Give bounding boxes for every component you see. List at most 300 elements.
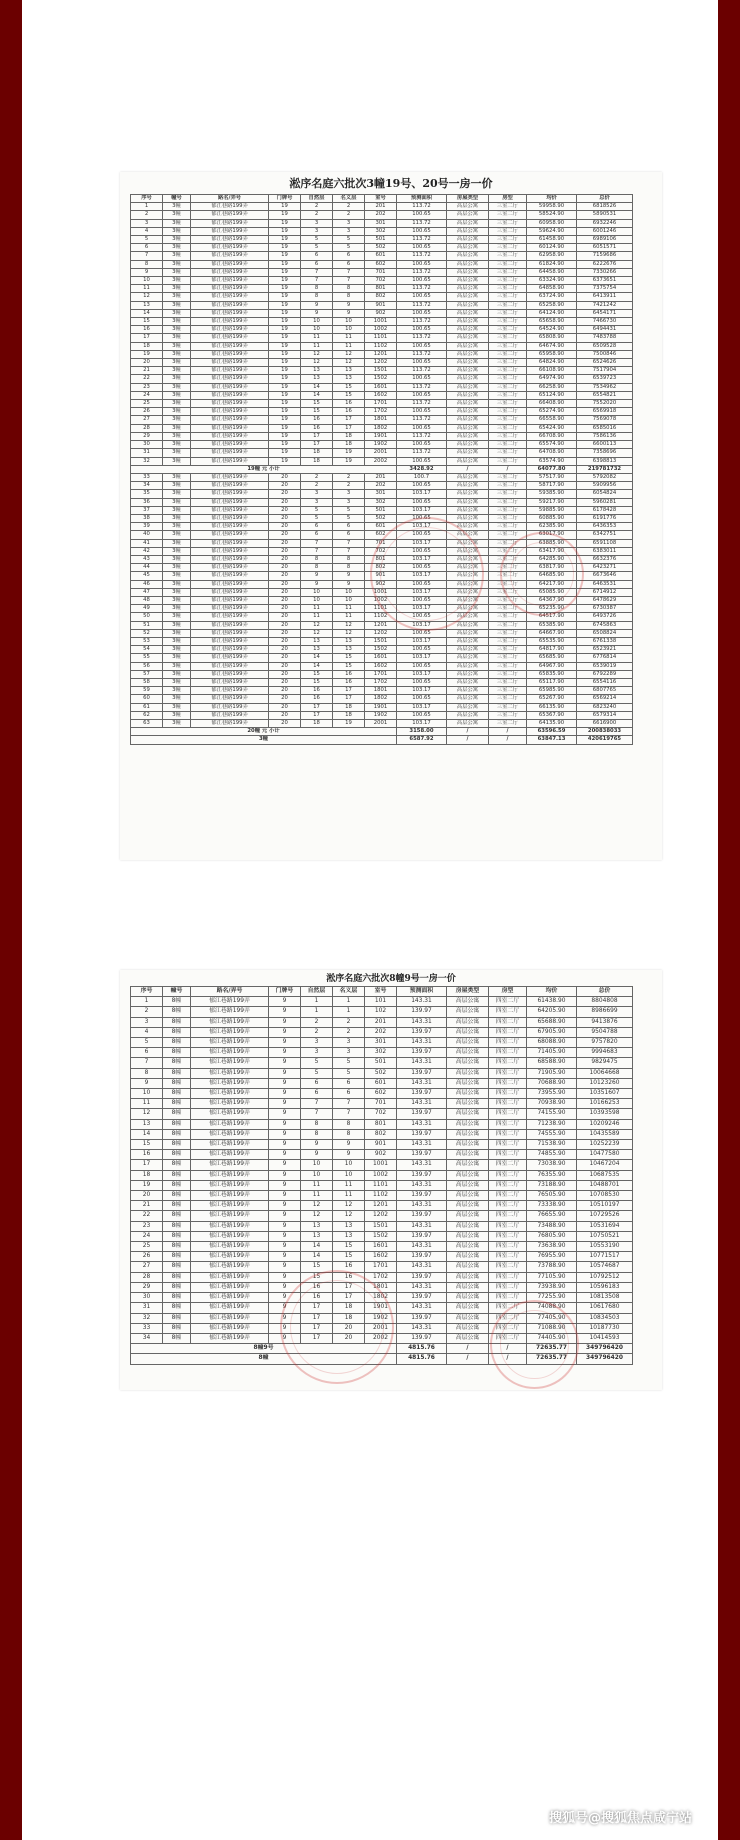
table-row (131, 473, 633, 481)
table-cell: 103.17 (397, 637, 447, 645)
table-cell: 9 (333, 572, 365, 580)
table-cell: 64524.90 (527, 326, 577, 334)
table-cell: 1 (301, 1007, 333, 1017)
table-cell: 高层公寓 (447, 1221, 489, 1231)
table-cell: 19 (131, 1180, 163, 1190)
table-cell: 1602 (365, 391, 397, 399)
table-cell: 高层公寓 (447, 244, 489, 252)
table-cell: 100.65 (397, 408, 447, 416)
table-cell: 四室二厅 (489, 1170, 527, 1180)
table-cell: 13 (131, 1119, 163, 1129)
table-cell: 113.72 (397, 219, 447, 227)
table-cell: 11 (333, 342, 365, 350)
table-cell: 6 (333, 1089, 365, 1099)
table-cell: 139.97 (397, 1129, 447, 1139)
table-cell: 9 (269, 1242, 301, 1252)
table-row (131, 391, 633, 399)
table-cell: 18 (333, 1303, 365, 1313)
table-cell: 郁江巷路199弄 (191, 244, 269, 252)
table-cell: 58524.90 (527, 211, 577, 219)
table-row (131, 1242, 633, 1252)
table-cell: 郁江巷路199弄 (191, 473, 269, 481)
table-cell: 3幢 (163, 514, 191, 522)
table-row (131, 260, 633, 268)
table-cell: 100.65 (397, 678, 447, 686)
table-cell: 2 (333, 482, 365, 490)
table-cell: 三室二厅 (489, 424, 527, 432)
table-cell: 201 (365, 473, 397, 481)
table-cell: 三室二厅 (489, 720, 527, 728)
table-cell: 19 (269, 268, 301, 276)
table-cell: 139.97 (397, 1231, 447, 1241)
summary-label: 20幢 元 小计 (131, 728, 397, 736)
table-cell: 65235.90 (527, 605, 577, 613)
table-cell: 6 (301, 1078, 333, 1088)
table-cell: 3幢 (163, 588, 191, 596)
table-cell: 3幢 (163, 506, 191, 514)
table-cell: 6730387 (577, 605, 633, 613)
table-row (131, 1303, 633, 1313)
table-cell: 郁江巷路199弄 (191, 416, 269, 424)
table-cell: 14 (301, 654, 333, 662)
table-cell: 1 (333, 1007, 365, 1017)
column-header: 自然层 (301, 195, 333, 203)
table-cell: 高层公寓 (447, 236, 489, 244)
table-cell: 17 (301, 441, 333, 449)
table-cell: 6 (333, 531, 365, 539)
table-cell: 高层公寓 (447, 531, 489, 539)
table-cell: 52 (131, 629, 163, 637)
table-cell: 10 (333, 596, 365, 604)
table-cell: 郁江巷路199弄 (191, 457, 269, 465)
table-cell: 103.17 (397, 703, 447, 711)
table-cell: 高层公寓 (447, 596, 489, 604)
table-cell: 1002 (365, 326, 397, 334)
table-cell: 高层公寓 (447, 1211, 489, 1221)
table-cell: 三室二厅 (489, 260, 527, 268)
table-cell: 3幢 (163, 334, 191, 342)
summary-area: 3158.00 (397, 728, 447, 736)
table-cell: 高层公寓 (447, 1272, 489, 1282)
table-cell: 三室二厅 (489, 670, 527, 678)
table-cell: 143.31 (397, 1099, 447, 1109)
table-row (131, 621, 633, 629)
table-cell: 20 (269, 564, 301, 572)
table-cell: 65117.90 (527, 678, 577, 686)
table-cell: 郁江巷路199弄 (191, 252, 269, 260)
table-cell: 65574.90 (527, 441, 577, 449)
table-cell: 18 (333, 1313, 365, 1323)
table-cell: 19 (269, 219, 301, 227)
table-cell: 6463531 (577, 580, 633, 588)
table-cell: 10 (301, 596, 333, 604)
table-cell: 64285.90 (527, 555, 577, 563)
table-cell: 8幢 (163, 1303, 191, 1313)
table-cell: 65385.90 (527, 621, 577, 629)
table-cell: 502 (365, 514, 397, 522)
table-cell: 46 (131, 580, 163, 588)
table-cell: 高层公寓 (447, 309, 489, 317)
table-cell: 15 (333, 391, 365, 399)
summary-row (131, 728, 633, 736)
table-cell: 8幢 (163, 1129, 191, 1139)
table-cell: 5960281 (577, 498, 633, 506)
table-cell: 9 (269, 1129, 301, 1139)
table-cell: 郁江巷路199弄 (191, 613, 269, 621)
table-row (131, 596, 633, 604)
table-cell: 76355.90 (527, 1170, 577, 1180)
table-cell: 100.65 (397, 309, 447, 317)
table-cell: 20 (333, 1323, 365, 1333)
table-cell: 19 (269, 203, 301, 211)
table-cell: 101 (365, 997, 397, 1007)
table-row (131, 629, 633, 637)
table-cell: 59 (131, 687, 163, 695)
table-cell: 三室二厅 (489, 547, 527, 555)
table-cell: 10488701 (577, 1180, 633, 1190)
table-cell: 45 (131, 572, 163, 580)
table-cell: 17 (333, 416, 365, 424)
table-cell: 143.31 (397, 1262, 447, 1272)
table-cell: 43 (131, 555, 163, 563)
table-cell: 64367.90 (527, 596, 577, 604)
table-cell: 902 (365, 309, 397, 317)
table-cell: 13 (333, 646, 365, 654)
table-cell: 郁江巷路199弄 (191, 268, 269, 276)
table-row (131, 703, 633, 711)
table-cell: 201 (365, 203, 397, 211)
table-cell: 郁江巷路199弄 (191, 1129, 269, 1139)
table-cell: 12 (301, 621, 333, 629)
table-cell: 18 (333, 441, 365, 449)
table-cell: 18 (131, 342, 163, 350)
table-cell: 139.97 (397, 1109, 447, 1119)
table-cell: 143.31 (397, 1242, 447, 1252)
table-cell: 高层公寓 (447, 400, 489, 408)
table-cell: 四室二厅 (489, 1221, 527, 1231)
table-cell: 6413911 (577, 293, 633, 301)
table-cell: 3幢 (163, 613, 191, 621)
summary-slash1: / (447, 728, 489, 736)
table-cell: 71538.90 (527, 1140, 577, 1150)
table-cell: 9 (269, 1048, 301, 1058)
table-cell: 62 (131, 711, 163, 719)
table-cell: 66408.90 (527, 400, 577, 408)
header-row (131, 195, 633, 203)
table-cell: 高层公寓 (447, 334, 489, 342)
table-cell: 10467204 (577, 1160, 633, 1170)
table-cell: 1701 (365, 1262, 397, 1272)
table-cell: 1 (333, 997, 365, 1007)
table-cell: 113.72 (397, 334, 447, 342)
table-cell: 7 (333, 1109, 365, 1119)
table-cell: 100.65 (397, 514, 447, 522)
table-cell: 139.97 (397, 1068, 447, 1078)
table-cell: 8 (333, 293, 365, 301)
table-cell: 16 (333, 1262, 365, 1272)
table-cell: 3幢 (163, 441, 191, 449)
table-cell: 3幢 (163, 285, 191, 293)
table-cell: 9 (269, 1150, 301, 1160)
table-cell: 65267.90 (527, 695, 577, 703)
table-cell: 13 (333, 1231, 365, 1241)
table-cell: 10414593 (577, 1333, 633, 1343)
table-cell: 19 (269, 424, 301, 432)
table-cell: 20 (269, 646, 301, 654)
table-cell: 20 (269, 498, 301, 506)
table-cell: 19 (269, 285, 301, 293)
table-cell: 1801 (365, 1282, 397, 1292)
table-cell: 3幢 (163, 572, 191, 580)
table-cell: 22 (131, 375, 163, 383)
table-cell: 9 (269, 1221, 301, 1231)
table-cell: 20 (269, 637, 301, 645)
table-cell: 29 (131, 1282, 163, 1292)
table-cell: 17 (333, 695, 365, 703)
table-cell: 高层公寓 (447, 268, 489, 276)
table-cell: 100.65 (397, 211, 447, 219)
table-cell: 9829475 (577, 1058, 633, 1068)
table-cell: 20 (269, 670, 301, 678)
table-cell: 郁江巷路199弄 (191, 1293, 269, 1303)
table-cell: 63885.90 (527, 539, 577, 547)
table-cell: 16 (301, 1282, 333, 1292)
table-row (131, 482, 633, 490)
table-cell: 139.97 (397, 1007, 447, 1017)
table-cell: 四室二厅 (489, 1038, 527, 1048)
table-cell: 5 (131, 1038, 163, 1048)
table-cell: 四室二厅 (489, 1231, 527, 1241)
table-cell: 65685.90 (527, 654, 577, 662)
table-cell: 郁江巷路199弄 (191, 596, 269, 604)
table-cell: 6807765 (577, 687, 633, 695)
table-cell: 高层公寓 (447, 473, 489, 481)
table-cell: 64858.90 (527, 285, 577, 293)
table-cell: 7569078 (577, 416, 633, 424)
table-cell: 103.17 (397, 539, 447, 547)
table-cell: 1501 (365, 637, 397, 645)
table-row (131, 1099, 633, 1109)
table-cell: 郁江巷路199弄 (191, 424, 269, 432)
summary-row (131, 465, 633, 473)
table-cell: 20 (269, 547, 301, 555)
table-cell: 6423271 (577, 564, 633, 572)
table-cell: 113.72 (397, 400, 447, 408)
table-cell: 9 (301, 580, 333, 588)
table-cell: 6616900 (577, 720, 633, 728)
table-cell: 17 (333, 1282, 365, 1292)
table-cell: 6 (301, 252, 333, 260)
source-watermark: 搜狐号@搜狐焦点咸宁站 (548, 1811, 692, 1826)
table-cell: 100.65 (397, 596, 447, 604)
summary-slash1: / (447, 1344, 489, 1354)
table-cell: 24 (131, 391, 163, 399)
table-cell: 三室二厅 (489, 285, 527, 293)
table-cell: 17 (333, 1293, 365, 1303)
table-cell: 6051571 (577, 244, 633, 252)
table-cell: 25 (131, 400, 163, 408)
table-cell: 47 (131, 588, 163, 596)
table-cell: 10 (301, 318, 333, 326)
table-cell: 9 (269, 1058, 301, 1068)
table-cell: 12 (333, 1201, 365, 1211)
table-cell: 三室二厅 (489, 367, 527, 375)
table-cell: 11 (301, 613, 333, 621)
table-cell: 9 (269, 1038, 301, 1048)
table-cell: 3幢 (163, 531, 191, 539)
table-cell: 3幢 (163, 720, 191, 728)
table-cell: 63 (131, 720, 163, 728)
price-table (130, 986, 633, 1365)
table-cell: 10 (301, 588, 333, 596)
table-cell: 19 (269, 227, 301, 235)
table-cell: 6569214 (577, 695, 633, 703)
table-cell: 郁江巷路199弄 (191, 1099, 269, 1109)
table-cell: 6745863 (577, 621, 633, 629)
table-cell: 三室二厅 (489, 441, 527, 449)
summary-area: 6587.92 (397, 736, 447, 744)
table-cell: 3幢 (163, 203, 191, 211)
table-cell: 9 (269, 1211, 301, 1221)
table-cell: 139.97 (397, 1252, 447, 1262)
table-cell: 1002 (365, 596, 397, 604)
table-cell: 10750521 (577, 1231, 633, 1241)
table-cell: 8幢 (163, 1099, 191, 1109)
table-cell: 3幢 (163, 227, 191, 235)
summary-slash2: / (489, 736, 527, 744)
summary-avg: 72635.77 (527, 1354, 577, 1364)
table-cell: 三室二厅 (489, 703, 527, 711)
table-cell: 100.65 (397, 359, 447, 367)
table-row (131, 367, 633, 375)
column-header: 门牌号 (269, 987, 301, 997)
table-cell: 44 (131, 564, 163, 572)
table-cell: 1802 (365, 1293, 397, 1303)
table-cell: 四室二厅 (489, 1150, 527, 1160)
table-cell: 三室二厅 (489, 211, 527, 219)
table-cell: 100.65 (397, 580, 447, 588)
table-cell: 高层公寓 (447, 1017, 489, 1027)
table-cell: 29 (131, 432, 163, 440)
table-cell: 42 (131, 547, 163, 555)
table-cell: 77255.90 (527, 1293, 577, 1303)
table-cell: 802 (365, 564, 397, 572)
table-cell: 高层公寓 (447, 711, 489, 719)
table-cell: 1902 (365, 711, 397, 719)
column-header: 房屋类型 (447, 987, 489, 997)
table-cell: 12 (131, 1109, 163, 1119)
table-cell: 高层公寓 (447, 1191, 489, 1201)
table-cell: 郁江巷路199弄 (191, 359, 269, 367)
table-cell: 8幢 (163, 1078, 191, 1088)
table-cell: 2001 (365, 720, 397, 728)
table-cell: 103.17 (397, 490, 447, 498)
table-cell: 19 (269, 391, 301, 399)
table-cell: 3幢 (163, 646, 191, 654)
table-row (131, 441, 633, 449)
table-cell: 59624.90 (527, 227, 577, 235)
table-cell: 高层公寓 (447, 1068, 489, 1078)
table-row (131, 498, 633, 506)
table-cell: 73338.90 (527, 1201, 577, 1211)
table-cell: 三室二厅 (489, 555, 527, 563)
table-cell: 63724.90 (527, 293, 577, 301)
table-cell: 19 (269, 342, 301, 350)
column-header: 均价 (527, 987, 577, 997)
table-cell: 三室二厅 (489, 359, 527, 367)
table-cell: 65085.90 (527, 588, 577, 596)
table-cell: 100.65 (397, 498, 447, 506)
table-row (131, 687, 633, 695)
table-cell: 郁江巷路199弄 (191, 383, 269, 391)
table-row (131, 490, 633, 498)
table-cell: 302 (365, 227, 397, 235)
table-cell: 5 (301, 506, 333, 514)
table-cell: 18 (301, 457, 333, 465)
table-cell: 9 (301, 1150, 333, 1160)
table-row (131, 416, 633, 424)
table-cell: 20 (269, 613, 301, 621)
table-cell: 6989106 (577, 236, 633, 244)
table-cell: 51 (131, 621, 163, 629)
table-cell: 四室二厅 (489, 1313, 527, 1323)
table-cell: 65985.90 (527, 687, 577, 695)
table-cell: 8 (333, 285, 365, 293)
table-cell: 15 (333, 662, 365, 670)
table-cell: 1001 (365, 1160, 397, 1170)
table-cell: 143.31 (397, 1303, 447, 1313)
table-cell: 71405.90 (527, 1048, 577, 1058)
table-row (131, 1201, 633, 1211)
table-cell: 10435589 (577, 1129, 633, 1139)
table-cell: 3幢 (163, 350, 191, 358)
table-cell: 1801 (365, 416, 397, 424)
table-cell: 15 (333, 654, 365, 662)
table-cell: 20 (269, 490, 301, 498)
table-cell: 6054824 (577, 490, 633, 498)
table-cell: 1202 (365, 629, 397, 637)
table-cell: 高层公寓 (447, 391, 489, 399)
summary-slash2: / (489, 1344, 527, 1354)
table-cell: 62385.90 (527, 523, 577, 531)
table-row (131, 588, 633, 596)
table-cell: 7517904 (577, 367, 633, 375)
table-cell: 73788.90 (527, 1262, 577, 1272)
table-row (131, 547, 633, 555)
table-cell: 64824.90 (527, 359, 577, 367)
table-cell: 三室二厅 (489, 301, 527, 309)
table-cell: 3幢 (163, 318, 191, 326)
table-cell: 8幢 (163, 1242, 191, 1252)
column-header: 序号 (131, 987, 163, 997)
table-cell: 64124.90 (527, 309, 577, 317)
table-cell: 2 (333, 473, 365, 481)
table-cell: 6539019 (577, 662, 633, 670)
table-cell: 139.97 (397, 1048, 447, 1058)
table-cell: 1701 (365, 400, 397, 408)
table-cell: 602 (365, 531, 397, 539)
table-cell: 8 (301, 293, 333, 301)
table-cell: 139.97 (397, 1170, 447, 1180)
table-cell: 8幢 (163, 1038, 191, 1048)
table-cell: 32 (131, 457, 163, 465)
table-cell: 9 (269, 1313, 301, 1323)
table-cell: 18 (131, 1170, 163, 1180)
table-cell: 7483788 (577, 334, 633, 342)
table-cell: 四室二厅 (489, 1242, 527, 1252)
table-cell: 16 (333, 408, 365, 416)
table-cell: 20 (269, 662, 301, 670)
